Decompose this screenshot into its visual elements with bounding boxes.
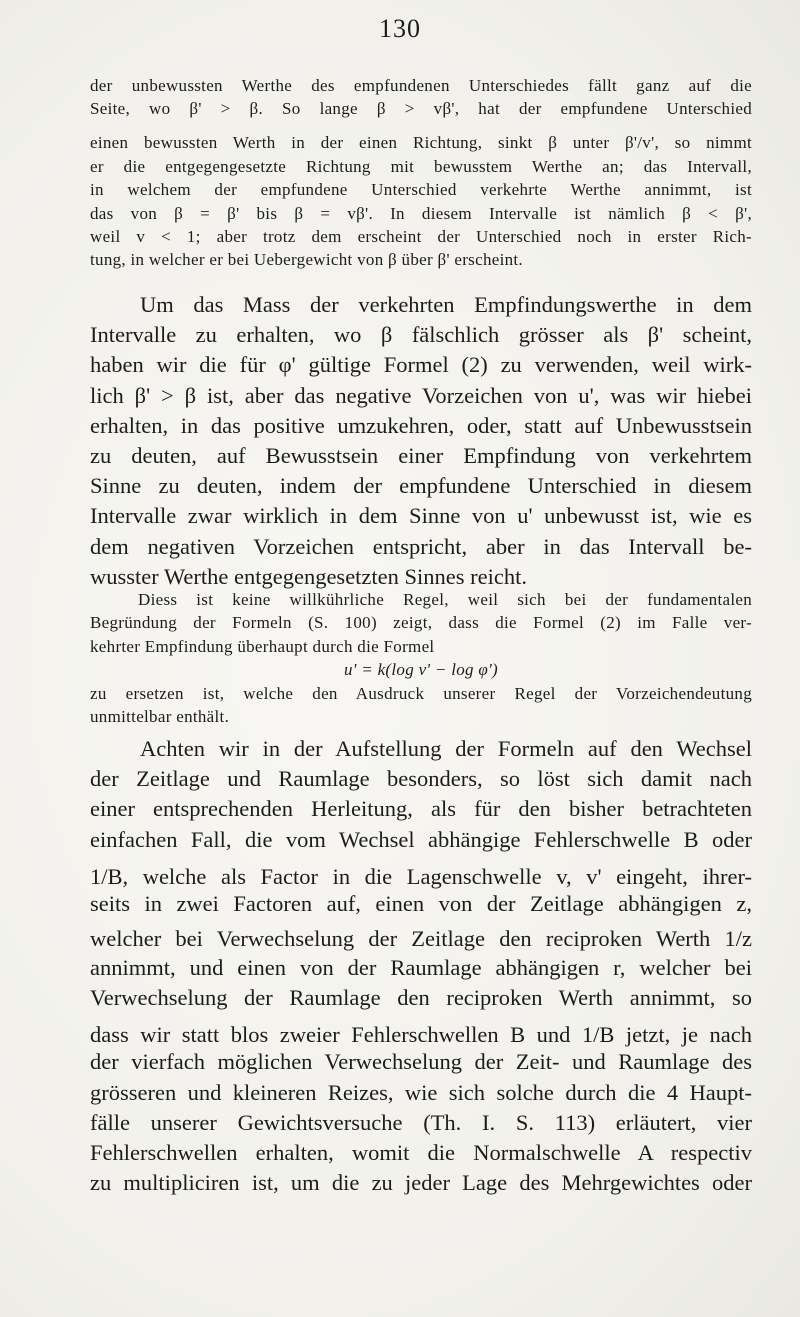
paragraph-2 (90, 290, 752, 592)
text-line: annimmt, und einen von der Raumlage abhängigen r, welcher bei (90, 954, 752, 980)
text-line: einfachen Fall, die vom Wechsel abhängige Fehlerschwelle B oder (90, 826, 752, 852)
formula: u' = k(log v' − log φ') (343, 660, 498, 680)
text-line: dass wir statt blos zweier Fehlerschwellen B und 1/B jetzt, je nach (90, 1022, 752, 1048)
text-line: dem negativen Vorzeichen entspricht, aber in das Intervall be- (90, 533, 752, 559)
text-line: das von β = β' bis β = vβ'. In diesem Intervalle ist nämlich β < β', (90, 203, 752, 223)
text-line: der Zeitlage und Raumlage besonders, so löst sich damit nach (90, 766, 752, 792)
text-line: wusster Werthe entgegengesetzten Sinnes reicht. (90, 563, 528, 589)
text-line: lich β' > β ist, aber das negative Vorzeichen von u', was wir hiebei (90, 382, 752, 408)
text-line: einer entsprechenden Herleitung, als für den bisher betrachteten (90, 796, 752, 822)
text-line: in welchem der empfundene Unterschied verkehrte Werthe annimmt, ist (90, 180, 752, 200)
text-line: der unbewussten Werthe des empfundenen Unterschiedes fällt ganz auf die (90, 76, 752, 95)
text-line: der vierfach möglichen Verwechselung der Zeit- und Raumlage des (90, 1049, 752, 1075)
paragraph-3 (90, 588, 752, 728)
text-line: Sinne zu deuten, indem der empfundene Unterschied in diesem (90, 473, 752, 499)
text-line: zu multipliciren ist, um die zu jeder Lage des Mehrgewichtes oder (90, 1170, 752, 1196)
text-line: unmittelbar enthält. (90, 706, 230, 726)
text-line: Achten wir in der Aufstellung der Formeln auf den Wechsel (140, 736, 752, 761)
text-line: weil v < 1; aber trotz dem erscheint der Unterschied noch in erster Rich- (90, 226, 752, 246)
text-line: seits in zwei Factoren auf, einen von der Zeitlage abhängigen z, (90, 890, 752, 916)
text-line: tung, in welcher er bei Uebergewicht von β über β' erscheint. (90, 250, 523, 270)
text-line: Um das Mass der verkehrten Empfindungswerthe in dem (140, 292, 752, 317)
text-line: 1/B, welche als Factor in die Lagenschwelle v, v' eingeht, ihrer- (90, 863, 752, 889)
text-line: zu ersetzen ist, welche den Ausdruck unserer Regel der Vorzeichendeutung (90, 683, 752, 703)
text-line: grösseren und kleineren Reizes, wie sich solche durch die 4 Haupt- (90, 1079, 752, 1105)
text-line: Intervalle zu erhalten, wo β fälschlich grösser als β' scheint, (90, 322, 752, 348)
text-line: Fehlerschwellen erhalten, womit die Normalschwelle A respectiv (90, 1139, 752, 1165)
paragraph-4 (90, 734, 752, 1198)
text-line: Diess ist keine willkührliche Regel, weil sich bei der fundamentalen (138, 590, 752, 609)
text-line: fälle unserer Gewichtsversuche (Th. I. S. 113) erläutert, vier (90, 1109, 752, 1135)
text-line: Intervalle zwar wirklich in dem Sinne von u' unbewusst ist, wie es (90, 503, 752, 529)
text-line: er die entgegengesetzte Richtung mit bewusstem Werthe an; das Intervall, (90, 156, 752, 176)
text-line: Begründung der Formeln (S. 100) zeigt, dass die Formel (2) im Falle ver- (90, 613, 752, 633)
text-line: zu deuten, auf Bewusstsein einer Empfindung von verkehrtem (90, 442, 752, 468)
page-number: 130 (379, 14, 421, 43)
paragraph-1 (90, 74, 752, 272)
text-line: Verwechselung der Raumlage den reciproken Werth annimmt, so (90, 985, 752, 1011)
text-line: kehrter Empfindung überhaupt durch die Formel (90, 636, 435, 656)
text-line: haben wir die für φ' gültige Formel (2) zu verwenden, weil wirk- (90, 352, 752, 378)
text-line: erhalten, in das positive umzukehren, oder, statt auf Unbewusstsein (90, 412, 752, 438)
text-line: welcher bei Verwechselung der Zeitlage den reciproken Werth 1/z (90, 925, 752, 951)
text-line: einen bewussten Werth in der einen Richtung, sinkt β unter β'/v', so nimmt (90, 132, 752, 152)
text-line: Seite, wo β' > β. So lange β > vβ', hat der empfundene Unterschied (90, 99, 752, 119)
